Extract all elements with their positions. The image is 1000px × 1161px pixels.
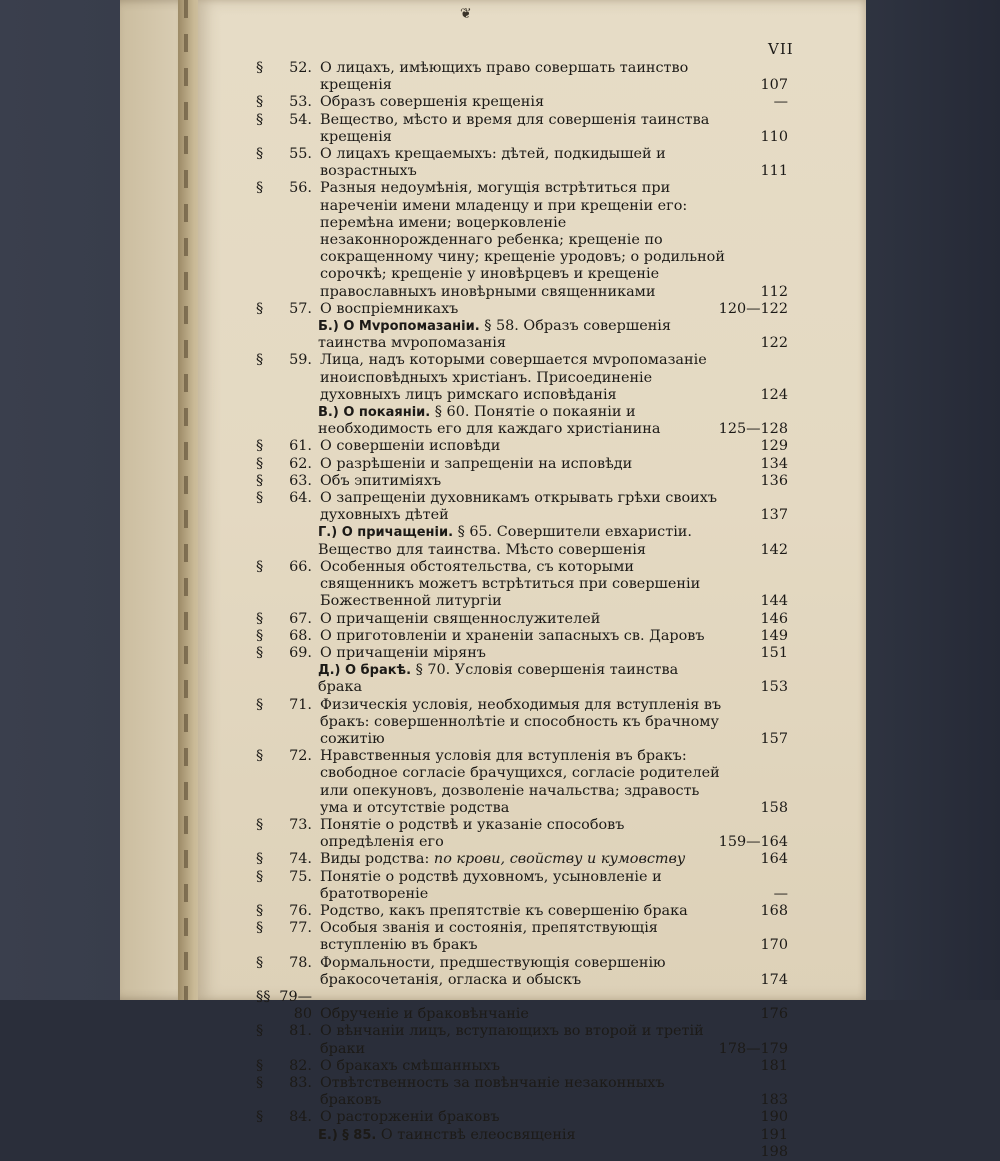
entry-page-number: — (773, 94, 788, 111)
section-sign: § (256, 558, 264, 575)
section-number: 76. (289, 902, 312, 919)
toc-entry (256, 748, 788, 817)
entry-title (318, 611, 726, 628)
section-sign: § (256, 696, 264, 713)
section-number: 61. (289, 438, 312, 455)
entry-text: § 70. Условія совершенія таинства брака (318, 662, 679, 696)
entry-title (318, 1127, 726, 1144)
entry-text: Понятіе о родствѣ духовномъ, усыновленіе и братотвореніе (320, 868, 662, 902)
section-sign: §§ (256, 988, 271, 1005)
section-number: 56. (289, 180, 312, 197)
entry-title (318, 1058, 726, 1075)
section-sign: § (256, 146, 264, 163)
entry-text: О вѣнчаніи лицъ, вступающихъ во второй и третій браки (320, 1023, 704, 1057)
entry-text: Образъ совершенія крещенія (320, 94, 545, 111)
section-sign: § (256, 300, 264, 317)
entry-text: Вещество, мѣсто и время для совершенія таинства крещенія (320, 111, 710, 145)
section-number: 82. (289, 1057, 312, 1074)
section-sign: § (256, 60, 264, 76)
section-sign: § (256, 1057, 264, 1074)
entry-text: О причащеніи мірянъ (320, 644, 486, 661)
entry-title (318, 869, 726, 903)
entry-title (318, 662, 726, 696)
entry-text: О бракахъ смѣшанныхъ (320, 1057, 501, 1074)
toc-entry (256, 60, 788, 94)
section-number: 55. (289, 146, 312, 163)
entry-text: Виды родства: (320, 851, 434, 868)
toc-entry (256, 662, 788, 696)
entry-text: О причащеніи священнослужителей (320, 610, 601, 627)
toc-entry (256, 851, 788, 868)
entry-title (318, 559, 726, 611)
entry-page-number: 168 (760, 902, 788, 919)
toc-entry (256, 920, 788, 954)
page-number: VII (768, 40, 794, 58)
section-number: 79—80 (279, 988, 312, 1023)
entry-text: Формальности, предшествующія совершенію бракосочетанія, огласка и обыскъ (320, 954, 666, 988)
entry-page-number: 122 (760, 335, 788, 352)
section-number: 67. (289, 610, 312, 627)
entry-text: О расторженіи браковъ (320, 1109, 500, 1126)
section-number: 64. (289, 490, 312, 507)
entry-page-number: 190 (760, 1109, 788, 1126)
entry-page-number: 125—128 (718, 421, 788, 438)
entry-title (318, 438, 726, 455)
entry-title (318, 60, 726, 94)
entry-page-number: 170 (760, 937, 788, 954)
section-sign: § (256, 851, 264, 868)
section-sign: § (256, 180, 264, 197)
section-sign: § (256, 902, 264, 919)
section-sign: § (256, 610, 264, 627)
entry-title (318, 1109, 726, 1126)
entry-text: Особыя званія и состоянія, препятствующія вступленію въ бракъ (320, 920, 658, 954)
entry-text: Отвѣтственность за повѣнчаніе незаконныхъ браковъ (320, 1074, 665, 1109)
entry-page-number: 176 (760, 1006, 788, 1023)
section-number: 84. (289, 1109, 312, 1126)
section-number: 81. (289, 1023, 312, 1040)
toc-entry (256, 817, 788, 851)
section-number: 78. (289, 954, 312, 971)
entry-text: О таинствѣ елеосвященія (380, 1126, 576, 1143)
section-number: 83. (289, 1074, 312, 1091)
entry-text: О разрѣшеніи и запрещеніи на исповѣди (320, 455, 633, 472)
section-number: 62. (289, 455, 312, 472)
section-number: 75. (289, 868, 312, 885)
entry-title (318, 903, 726, 920)
entry-page-number: 159—164 (718, 834, 788, 851)
section-number: 73. (289, 816, 312, 833)
section-number: 72. (289, 748, 312, 765)
entry-page-number: 124 (760, 386, 788, 403)
section-sign: § (256, 816, 264, 833)
toc-entry (256, 456, 788, 473)
subsection-label: В.) О покаяніи. (318, 405, 435, 421)
toc-entry (256, 352, 788, 404)
entry-text: О запрещеніи духовникамъ открывать грѣхи своихъ духовныхъ дѣтей (320, 490, 718, 524)
toc-entry (256, 94, 788, 111)
section-number: 68. (289, 627, 312, 644)
section-sign: § (256, 1074, 264, 1091)
toc-entry (256, 645, 788, 662)
entry-text: § 60. Понятіе о покаяніи и необходимость его для каждаго христіанина (318, 404, 661, 438)
entry-text: Особенныя обстоятельства, съ которыми священникъ можетъ встрѣтиться при совершеніи Божественной литургіи (320, 558, 701, 610)
subsection-label: Д.) О бракѣ. (318, 663, 416, 679)
toc-entry (256, 1127, 788, 1144)
entry-italic-text: по крови, свойству и кумовству (433, 851, 686, 868)
entry-title (318, 490, 726, 524)
entry-text: Физическія условія, необходимыя для вступленія въ бракъ: совершеннолѣтіе и способность къ брачному сожитію (320, 696, 722, 747)
entry-page-number: — (773, 885, 788, 902)
section-sign: § (256, 490, 264, 507)
entry-page-number: 151 (760, 644, 788, 661)
toc-entry (256, 1058, 788, 1075)
entry-page-number: 158 (760, 799, 788, 816)
section-sign: § (256, 111, 264, 128)
entry-title (318, 94, 726, 111)
entry-title (318, 456, 726, 473)
table-of-contents (256, 60, 788, 1161)
toc-entry (256, 490, 788, 524)
entry-text: § 65. Совершители евхаристіи. Вещество для таинства. Мѣсто совершенія (318, 524, 692, 558)
entry-page-number: 129 (760, 438, 788, 455)
toc-entry (256, 1023, 788, 1057)
entry-title (318, 748, 726, 817)
section-sign: § (256, 868, 264, 885)
entry-page-number: 136 (760, 472, 788, 489)
entry-title (318, 955, 726, 989)
toc-entry (256, 146, 788, 180)
entry-text: О приготовленіи и храненіи запасныхъ св. Даровъ (320, 627, 705, 644)
toc-entry (256, 318, 788, 352)
spine-stitching (184, 0, 188, 1000)
entry-page-number: 157 (760, 730, 788, 747)
entry-page-number: 134 (760, 455, 788, 472)
subsection-label: Е.) § 85. (318, 1127, 381, 1143)
toc-entry (256, 628, 788, 645)
section-number: 52. (289, 60, 312, 76)
section-number: 69. (289, 644, 312, 661)
toc-entry (256, 301, 788, 318)
toc-entry (256, 524, 788, 558)
toc-entry (256, 697, 788, 749)
entry-title (318, 1006, 726, 1023)
section-sign: § (256, 1023, 264, 1040)
section-number: 74. (289, 851, 312, 868)
section-number: 53. (289, 94, 312, 111)
section-sign: § (256, 472, 264, 489)
subsection-label: Б.) О Мvропомазаніи. (318, 319, 485, 335)
entry-title (318, 645, 726, 662)
entry-page-number: 146 (760, 610, 788, 627)
entry-text: Лица, надъ которыми совершается мvропомазаніе иноисповѣдныхъ христіанъ. Присоединеніе духовныхъ лицъ римскаго исповѣданія (320, 352, 707, 403)
section-sign: § (256, 627, 264, 644)
toc-entry (256, 438, 788, 455)
entry-title (318, 180, 726, 300)
entry-text: § 58. Образъ совершенія таинства мvропомазанія (318, 318, 671, 352)
entry-title (318, 146, 726, 180)
toc-entry (256, 869, 788, 903)
toc-entry (256, 404, 788, 438)
entry-page-number: 137 (760, 507, 788, 524)
entry-title (318, 112, 726, 146)
entry-text: Родство, какъ препятствіе къ совершенію брака (320, 902, 688, 919)
entry-page-number: 110 (760, 128, 788, 145)
toc-entry (256, 1144, 788, 1161)
entry-page-number: 153 (760, 679, 788, 696)
entry-page-number: 111 (760, 163, 788, 180)
entry-page-number: 144 (760, 593, 788, 610)
entry-text: Понятіе о родствѣ и указаніе способовъ опредѣленія его (320, 816, 625, 851)
entry-title (318, 697, 726, 749)
section-number: 77. (289, 920, 312, 937)
entry-text: Объ эпитиміяхъ (320, 472, 442, 489)
entry-page-number: 142 (760, 541, 788, 558)
entry-page-number: 183 (760, 1092, 788, 1109)
toc-entry (256, 559, 788, 611)
entry-text: Обрученіе и браковѣнчаніе (320, 1006, 529, 1023)
entry-text: О лицахъ крещаемыхъ: дѣтей, подкидышей и возрастныхъ (320, 146, 666, 180)
ornament-icon: ❦ (460, 6, 472, 22)
entry-text: О совершеніи исповѣди (320, 438, 501, 455)
entry-title (318, 318, 726, 352)
entry-page-number: 181 (760, 1057, 788, 1074)
section-number: 71. (289, 696, 312, 713)
toc-entry (256, 473, 788, 490)
toc-entry (256, 611, 788, 628)
subsection-label: Г.) О причащеніи. (318, 525, 458, 541)
entry-title (318, 817, 713, 851)
section-number: 54. (289, 111, 312, 128)
book-page (198, 0, 866, 1160)
section-sign: § (256, 954, 264, 971)
toc-entry (256, 1109, 788, 1126)
entry-title (318, 851, 726, 868)
entry-title (318, 301, 713, 318)
entry-page-number: 174 (760, 971, 788, 988)
toc-entry (256, 1075, 788, 1109)
entry-page-number: 178—179 (718, 1040, 788, 1057)
entry-page-number: 112 (760, 283, 788, 300)
entry-title (318, 920, 726, 954)
entry-title (318, 1023, 713, 1057)
section-sign: § (256, 94, 264, 111)
toc-entry (256, 903, 788, 920)
entry-text: О воспріемникахъ (320, 300, 459, 317)
background-right (862, 0, 1000, 1000)
entry-title (318, 628, 726, 645)
section-sign: § (256, 352, 264, 369)
entry-title (318, 404, 713, 438)
entry-page-number: 107 (760, 77, 788, 94)
section-number: 59. (289, 352, 312, 369)
entry-title (318, 524, 726, 558)
entry-title (318, 1075, 726, 1109)
toc-entry (256, 989, 788, 1023)
entry-title (318, 473, 726, 490)
entry-text: О лицахъ, имѣющихъ право совершать таинство крещенія (320, 60, 689, 94)
entry-text: Нравственныя условія для вступленія въ бракъ: свободное согласіе брачущихся, согласіе родителей или опекуновъ, дозволеніе начальства; здравость ума и отсутствіе родства (320, 748, 720, 816)
section-sign: § (256, 438, 264, 455)
entry-page-number: 164 (760, 851, 788, 868)
section-number: 63. (289, 472, 312, 489)
entry-page-number: 149 (760, 627, 788, 644)
entry-page-number: 191 (760, 1126, 788, 1143)
section-number: 57. (289, 300, 312, 317)
toc-entry (256, 180, 788, 300)
section-sign: § (256, 920, 264, 937)
section-sign: § (256, 748, 264, 765)
section-number: 66. (289, 558, 312, 575)
entry-page-number: 120—122 (718, 300, 788, 317)
toc-entry (256, 955, 788, 989)
section-sign: § (256, 1109, 264, 1126)
entry-title (318, 352, 726, 404)
entry-page-number: 198 (760, 1143, 788, 1160)
entry-text: Разныя недоумѣнія, могущія встрѣтиться при нареченіи имени младенцу и при крещеніи его: перемѣна имени; воцерковленіе незаконнорожденнаго ребенка; крещеніе по сокращенному чину; крещеніе уродовъ; о родильной сорочкѣ; крещеніе у иновѣрцевъ и крещеніе православныхъ иновѣрными священниками (320, 180, 725, 300)
section-sign: § (256, 455, 264, 472)
toc-entry (256, 112, 788, 146)
section-sign: § (256, 644, 264, 661)
